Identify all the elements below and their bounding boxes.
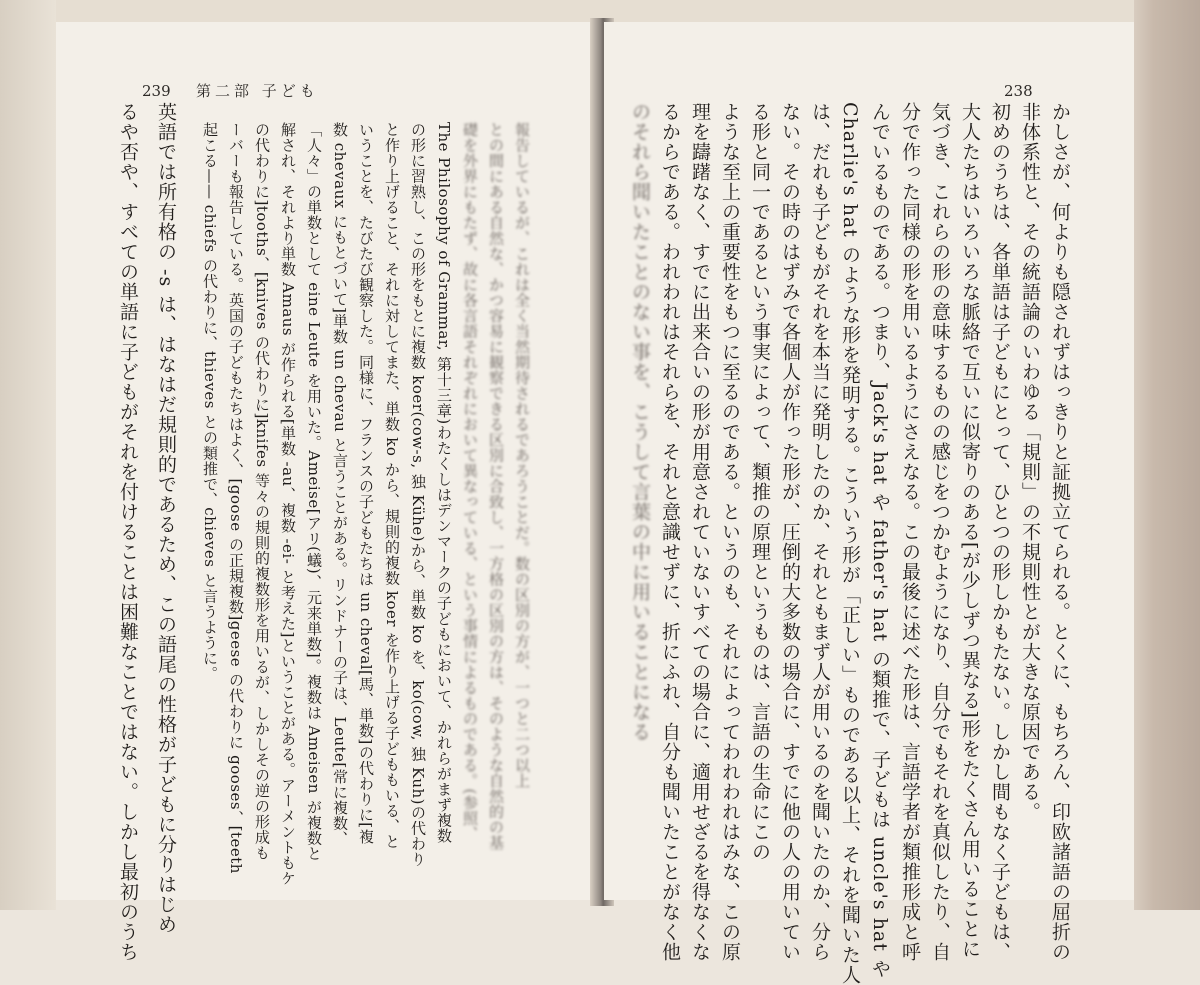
body-line: ような至上の重要性をもつに至るのである。というのも、それによってわれわれはみな、この原 — [719, 102, 741, 962]
body-line: は、だれも子どもがそれを本当に発明したのか、それともまず人が用いるのを聞いたのか、分ら — [809, 102, 831, 962]
body-line: る形と同一であるという事実によって、類推の原理というものは、言語の生命にこの — [749, 102, 771, 862]
body-line: るや否や、すべての単語に子どもがそれを付けることは困難なことではない。しかし最初のうち — [117, 102, 139, 962]
quote-line: と作り上げること、それに対してまた、単数 ko から、規則的複数 koer を作り上げる子どももいる、と — [383, 122, 401, 850]
quote-line: の代わりに]tooths、[knives の代わりに]knifes 等々の規則的複数形を用いるが、しかしその逆の形成も — [253, 122, 271, 861]
quote-line: 報告しているが、これは全く当然期待されるであろうことだ。数の区別の方が、一つと二つ以上 — [513, 122, 531, 789]
quote-line: いうことを、たびたび観察した。同様に、フランスの子どもたちは un cheval[馬、単数]の代わりに[複 — [357, 122, 375, 845]
body-line: かしさが、何よりも隠されずはっきりと証拠立てられる。とくに、もちろん、印欧諸語の屈折の — [1049, 102, 1071, 962]
right-page — [604, 22, 1134, 985]
quote-line: 「人々」の単数として eine Leute を用いた。Ameise[アリ(蟻)、元来単数]。複数は Ameisen が複数と — [305, 122, 323, 862]
quote-line: 礎を外界にもたず、故に各言語それぞれにおいて異なっている、という事情によるものである。(参照、 — [461, 122, 479, 842]
quote-line: ーバーも報告している。英国の子どもたちはよく、[goose の正規複数]geese の代わりに gooses、[teeth — [227, 122, 245, 874]
quote-line: 起こる—— chiefs の代わりに、thieves との類推で、chieves と言うように。 — [201, 122, 219, 682]
body-line: 英語では所有格の -s は、はなはだ規則的であるため、この語尾の性格が子どもに分りはじめ — [155, 102, 177, 935]
book-right-edge — [1134, 0, 1200, 910]
quote-line: の形に習熟し、この形をもとに複数 koer(cow-s, 独 Kühe)から、単数 ko を、ko(cow, 独 Kuh)の代わり — [409, 122, 427, 868]
book-left-edge — [0, 0, 56, 910]
body-line: Charlie's hat のような形を発明する。こういう形が「正しい」ものである以上、それを聞いた人 — [839, 102, 861, 985]
body-line: 非体系性と、その統語論のいわゆる「規則」の不規則性とが大きな原因である。 — [1019, 102, 1041, 822]
body-line: 分で作った同様の形を用いるようにさえなる。この最後に述べた形は、言語学者が類推形成と呼 — [899, 102, 921, 962]
body-line: るからである。われわれはそれらを、それと意識せずに、折にふれ、自分も聞いたことがなく他 — [659, 102, 681, 962]
body-line: 大人たちはいろいろな脈絡で互いに似寄りのある[が少しずつ異なる]形をたくさん用いることに — [959, 102, 981, 959]
body-line: 気づき、これらの形の意味するものの感じをつかむようになり、自分でもそれを真似したり、自 — [929, 102, 951, 962]
page-number-right: 238 — [1004, 82, 1033, 100]
body-line: 理を躊躇なく、すでに出来合いの形が用意されていないすべての場合に、適用せざるを得なくな — [689, 102, 711, 962]
body-line: んでいるものである。つまり、Jack's hat や father's hat の類推で、子どもは uncle's hat や — [869, 102, 891, 979]
body-line: 初めのうちは、各単語は子どもにとって、ひとつの形しかもたない。しかし間もなく子どもは、 — [989, 102, 1011, 962]
page-number-left: 239 — [142, 82, 171, 100]
quote-line: 数 chevaux にもとづいて]単数 un chevau と言うことがある。リンドナーの子は、Leute[常に複数、 — [331, 122, 349, 847]
quote-line: との間にある自然な、かつ容易に観察できる区別に合致し、一方格の区別の方は、そのような自然的の基 — [487, 122, 505, 851]
quote-line: 解され、それより単数 Amaus が作られる[単数 -au、複数 -ei- と考えた]ということがある。アーメントもケ — [279, 122, 297, 886]
running-head: 第二部 子ども — [196, 82, 319, 100]
quote-line: The Philosophy of Grammar, 第十三章)わたくしはデンマークの子どもにおいて、かれらがまず複数 — [435, 122, 453, 844]
body-line: のそれら聞いたことのない事を、こうして言葉の中に用いることになる — [629, 102, 651, 742]
left-page — [56, 22, 594, 962]
body-line: ない。その時のはずみで各個人が作った形が、圧倒的大多数の場合に、すでに他の人の用いてい — [779, 102, 801, 962]
